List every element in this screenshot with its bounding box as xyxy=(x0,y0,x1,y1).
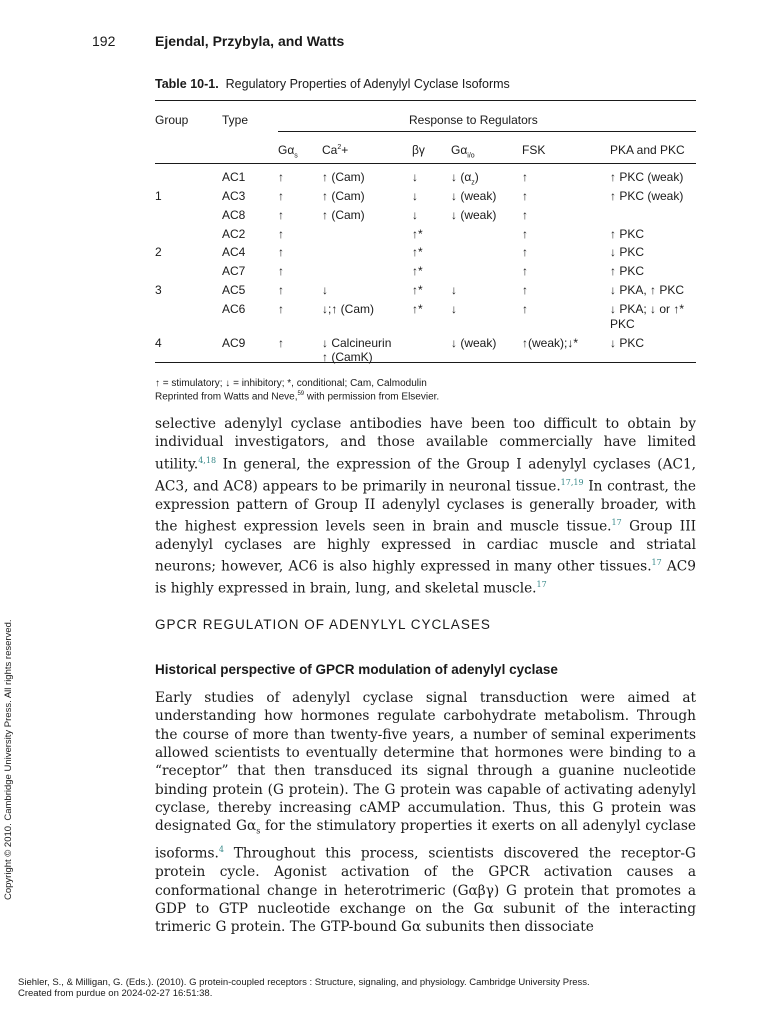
table-footnote-legend: ↑ = stimulatory; ↓ = inhibitory; *, conditional; Cam, Calmodulin xyxy=(155,378,427,389)
table-cell-group: 2 xyxy=(155,245,162,259)
col-type-header: Type xyxy=(222,113,249,127)
table-cell-fsk: ↑ xyxy=(522,227,528,241)
table-cell-gas: ↑ xyxy=(278,302,284,316)
table-cell-pka: ↓ PKA, ↑ PKC xyxy=(610,283,685,297)
table-cell-type: AC8 xyxy=(222,208,246,222)
table-cell-fsk: ↑ xyxy=(522,245,528,259)
table-cell-ca: ↑ (Cam) xyxy=(322,189,365,203)
table-top-rule xyxy=(155,100,696,101)
table-cell-type: AC2 xyxy=(222,227,246,241)
table-cell-ca: ↑ (Cam) xyxy=(322,170,365,184)
table-cell-pka: ↓ PKC xyxy=(610,336,645,350)
table-cell-gas: ↑ xyxy=(278,227,284,241)
col-pka-header: PKA and PKC xyxy=(610,143,685,157)
table-cell-fsk: ↑ xyxy=(522,170,528,184)
citation-created-line: Created from purdue on 2024-02-27 16:51:38. xyxy=(18,988,213,999)
table-caption xyxy=(155,77,510,91)
table-cell-type: AC9 xyxy=(222,336,246,350)
table-cell-gas: ↑ xyxy=(278,170,284,184)
col-response-header: Response to Regulators xyxy=(409,113,538,127)
table-cell-gaio: ↓ (weak) xyxy=(451,208,497,222)
table-cell-gaio: ↓ (weak) xyxy=(451,336,497,350)
table-cell-gaio: ↓ (weak) xyxy=(451,189,497,203)
table-cell-type: AC5 xyxy=(222,283,246,297)
table-cell-bg: ↑* xyxy=(412,302,423,316)
table-cell-ca-cont: ↑ (CamK) xyxy=(322,350,373,364)
table-cell-type: AC6 xyxy=(222,302,246,316)
table-cell-gaio: ↓ xyxy=(451,283,457,297)
page-header xyxy=(0,33,768,53)
side-copyright-notice: Copyright © 2010. Cambridge University Press. All rights reserved. xyxy=(3,619,14,900)
table-cell-pka: ↑ PKC xyxy=(610,227,645,241)
col-bg-header: βγ xyxy=(412,143,425,157)
body-paragraph-expression: selective adenylyl cyclase antibodies have been too difficult to obtain by individual investigators, and those available commercially have limited utility.$^{4,18}$ In general, the expression of the Group I adenylyl cyclases (AC1, AC3, and AC8) appears to be primarily in neuronal tissue.$^{17,19}$ In contrast, the expression pattern of Group II adenylyl cyclases is generally broader, with the highest expression levels seen in brain and muscle tissue.$^{17}$ Group III adenylyl cyclases are highly expressed in cardiac muscle and striatal neurons; however, AC6 is also highly expressed in many other tissues.$^{17}$ AC9 is highly expressed in brain, lung, and skeletal muscle.$^{17}$ xyxy=(155,416,697,597)
body-paragraph-history: Early studies of adenylyl cyclase signal transduction were aimed at understanding how hormones regulate carbohydrate metabolism. Through the course of more than twenty-five years, a number of seminal experiments allowed scientists to eventually determine that hormones were binding to a “receptor” that then transduced its signal through a guanine nucleotide binding protein (G protein). The G protein was capable of activating adenylyl cyclase, thereby increasing cAMP accumulation. Thus, this G protein was designated $G\alpha_s$ for the stimulatory properties it exerts on all adenylyl cyclase isoforms.$^4$ Throughout this process, scientists discovered the receptor-G protein cycle. Agonist activation of the GPCR activation causes a conformational change in heterotrimeric (Gαβγ) G protein that promotes a GDP to GTP nucleotide exchange on the Gα subunit of the interacting trimeric G protein. The GTP-bound Gα subunits then dissociate xyxy=(155,690,696,936)
page-number: 192 xyxy=(92,33,116,49)
table-cell-fsk: ↑(weak);↓* xyxy=(522,336,579,350)
table-cell-gas: ↑ xyxy=(278,283,284,297)
table-cell-gas: ↑ xyxy=(278,189,284,203)
table-cell-type: AC7 xyxy=(222,264,246,278)
table-cell-group: 1 xyxy=(155,189,162,203)
table-cell-fsk: ↑ xyxy=(522,283,528,297)
citation-line: Siehler, S., & Milligan, G. (Eds.). (2010). G protein-coupled receptors : Structure, signaling, and physiology. Cambridge University Press. xyxy=(18,977,590,988)
table-cell-ca: ↓ xyxy=(322,283,328,297)
table-cell-gas: ↑ xyxy=(278,208,284,222)
table-cell-bg: ↓ xyxy=(412,170,418,184)
col-gas-header: $G\alpha_s$ xyxy=(278,143,298,160)
col-fsk-header: FSK xyxy=(522,143,546,157)
table-cell-bg: ↓ xyxy=(412,189,418,203)
table-cell-bg: ↑* xyxy=(412,283,423,297)
table-cell-gaio: ↓ xyxy=(451,302,457,316)
table-cell-bg: ↑* xyxy=(412,245,423,259)
table-cell-bg: ↑* xyxy=(412,264,423,278)
table-cell-gas: ↑ xyxy=(278,264,284,278)
table-cell-group: 4 xyxy=(155,336,162,350)
table-cell-pka-cont: PKC xyxy=(610,317,635,331)
table-cell-type: AC4 xyxy=(222,245,246,259)
table-cell-fsk: ↑ xyxy=(522,264,528,278)
table-cell-bg: ↑* xyxy=(412,227,423,241)
table-cell-pka: ↑ PKC xyxy=(610,264,645,278)
table-header-rule xyxy=(155,163,696,164)
section-heading: GPCR REGULATION OF ADENYLYL CYCLASES xyxy=(155,617,491,632)
table-cell-pka: ↓ PKC xyxy=(610,245,645,259)
table-cell-gas: ↑ xyxy=(278,336,284,350)
table-sub-rule xyxy=(278,131,696,132)
col-gaio-header: $G\alpha_{i/o}$ xyxy=(451,143,475,160)
table-cell-gaio: ↓ $(\alpha_z)$ xyxy=(451,170,479,187)
table-cell-ca: ↑ (Cam) xyxy=(322,208,365,222)
table-cell-pka: ↑ PKC (weak) xyxy=(610,170,684,184)
subsection-heading: Historical perspective of GPCR modulation of adenylyl cyclase xyxy=(155,662,558,677)
table-label: Table 10-1. xyxy=(155,77,219,91)
table-cell-ca: ↓;↑ (Cam) xyxy=(322,302,374,316)
source-citation xyxy=(18,977,590,999)
table-cell-fsk: ↑ xyxy=(522,208,528,222)
table-cell-ca: ↓ Calcineurin xyxy=(322,336,392,350)
table-cell-fsk: ↑ xyxy=(522,302,528,316)
table-cell-group: 3 xyxy=(155,283,162,297)
table-cell-type: AC3 xyxy=(222,189,246,203)
table-bottom-rule xyxy=(155,362,696,363)
table-cell-gas: ↑ xyxy=(278,245,284,259)
table-cell-fsk: ↑ xyxy=(522,189,528,203)
table-footnote-source: Reprinted from Watts and Neve,$^{59}$ with permission from Elsevier. xyxy=(155,391,440,403)
running-head: Ejendal, Przybyla, and Watts xyxy=(155,33,345,49)
table-cell-type: AC1 xyxy=(222,170,246,184)
table-title: Regulatory Properties of Adenylyl Cyclase Isoforms xyxy=(225,77,510,91)
table-cell-bg: ↓ xyxy=(412,208,418,222)
table-cell-pka: ↓ PKA; ↓ or ↑* xyxy=(610,302,685,316)
col-ca-header: $Ca^2+$ xyxy=(322,143,349,157)
table-cell-pka: ↑ PKC (weak) xyxy=(610,189,684,203)
col-group-header: Group xyxy=(155,113,189,127)
